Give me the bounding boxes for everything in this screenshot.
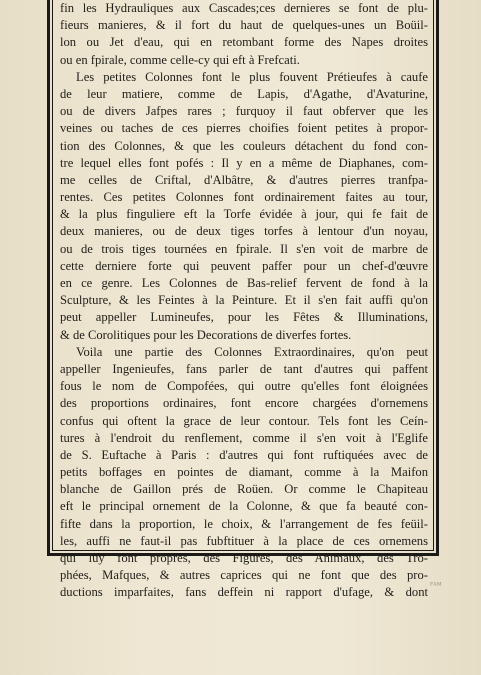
text-line: fous le nom de Compofées, qui outre qu'elles font éloignées bbox=[60, 379, 428, 394]
text-line: fieurs manieres, & il fort du haut de quelques-unes un Boüil- bbox=[60, 18, 428, 33]
paragraph-start: Les petites Colonnes font le plus fouvent Prétieufes à caufe bbox=[76, 69, 428, 84]
text-line: en ce genre. Les Colonnes de Bas-relief fervent de fond à la bbox=[60, 276, 428, 290]
text-line: peut appeller Lumineufes, pour les Fêtes & Illuminations, bbox=[60, 310, 428, 325]
text-line: petits boffages en pointes de diamant, comme à la Maifon bbox=[60, 465, 428, 480]
text-line: & de Corolitiques pour les Decorations de diverfes fortes. bbox=[60, 327, 352, 342]
text-line: tures à l'endroit du renflement, comme il s'en voit à l'Eglife bbox=[60, 430, 428, 445]
text-line: de S. Euftache à Paris : d'autres qui font ruftiquées avec de bbox=[60, 447, 428, 462]
text-line: tion des Colonnes, & que les couleurs détachent du fond con- bbox=[60, 138, 428, 153]
text-line: ou en fpirale, comme celle-cy qui eft à Frefcati. bbox=[60, 52, 300, 67]
text-line: lon ou Jet d'eau, qui en retombant forme des Napes droites bbox=[60, 35, 428, 50]
text-line: confus qui oftent la grace de leur contour. Tels font les Ceín- bbox=[60, 413, 428, 428]
text-line: deux manieres, ou de deux tiges torfes à lentour d'un noyau, bbox=[60, 224, 428, 239]
text-line: fin les Hydrauliques aux Cascades;ces dernieres se font de plu- bbox=[60, 1, 428, 15]
text-line: Sculpture, & les Feintes à la Peinture. Et il s'en fait auffi qu'on bbox=[60, 293, 428, 308]
text-line: qui luy font propres, des Figures, des Animaux, des Tro- bbox=[60, 551, 428, 565]
text-line: ou de divers Jafpes rares ; furquoy il faut obferver que les bbox=[60, 104, 428, 119]
text-line: me celles de Criftal, d'Albâtre, & d'autres pierres tranfpa- bbox=[60, 172, 428, 187]
text-line: les, auffi ne faut-il pas fubftituer à la place de ces ornemens bbox=[60, 533, 428, 548]
stray-ink-mark: ᴾᴬᴹ bbox=[430, 580, 442, 590]
text-line: rentes. Ces petites Colonnes font ordinairement faites au tour, bbox=[60, 190, 428, 205]
paragraph-start: Voila une partie des Colonnes Extraordinaires, qu'on peut bbox=[76, 344, 428, 359]
body-text bbox=[60, 0, 428, 602]
text-line: de leur matiere, comme de Lapis, d'Agathe, d'Avaturine, bbox=[60, 86, 428, 101]
text-line: veines ou taches de ces pierres choifies foient petites à propor- bbox=[60, 121, 428, 136]
text-line: ou de trois tiges tournées en fpirale. Il s'en voit de marbre de bbox=[60, 241, 428, 256]
text-line: fifte dans la proportion, le choix, & l'arrangement de fes feüil- bbox=[60, 516, 428, 531]
text-line: blanche de Gaillon prés de Roüen. Or comme le Chapiteau bbox=[60, 482, 428, 497]
text-line: appeller Ingenieufes, fans parler de tant d'autres qui paffent bbox=[60, 361, 428, 376]
text-line: des proportions ordinaires, font encore chargées d'ornemens bbox=[60, 396, 428, 411]
text-line: phées, Mafques, & autres caprices qui ne font que des pro- bbox=[60, 568, 428, 583]
text-line: & la plus finguliere eft la Torfe évidée à jour, qui fe fait de bbox=[60, 207, 428, 222]
text-line: cette derniere forte qui peuvent paffer pour un chef-d'œuvre bbox=[60, 258, 428, 273]
text-line: ductions imparfaites, fans deffein ni rapport d'ufage, & dont bbox=[60, 585, 428, 600]
text-line: eft le principal ornement de la Colonne, & que fa beauté con- bbox=[60, 499, 428, 514]
text-line: tre lequel elles font pofés : Il y en a même de Diaphanes, com- bbox=[60, 155, 428, 170]
